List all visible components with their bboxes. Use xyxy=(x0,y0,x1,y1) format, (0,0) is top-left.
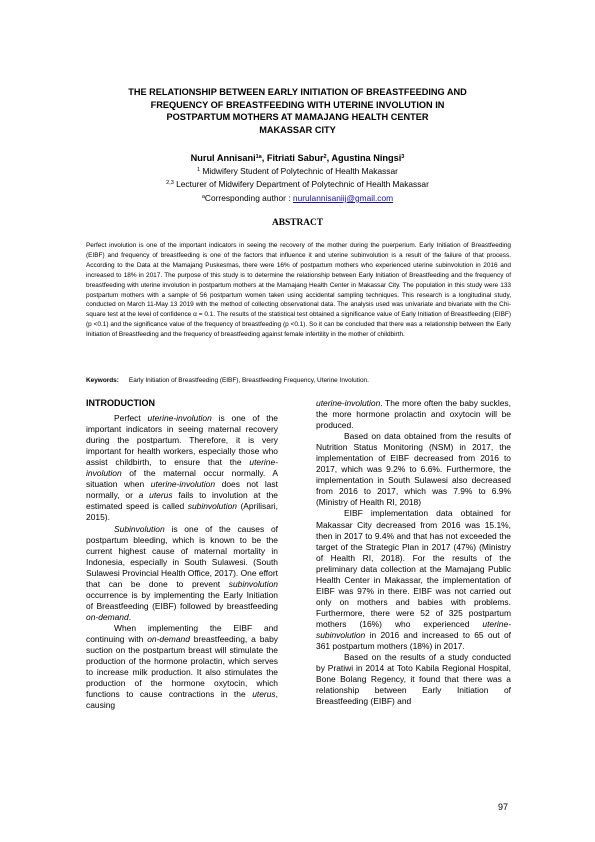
keywords-line xyxy=(86,376,511,386)
author-sup: 1a xyxy=(255,154,262,160)
affiliation-text: Midwifery Student of Polytechnic of Health Makassar xyxy=(202,166,398,176)
title-line: MAKASSAR CITY xyxy=(259,124,336,135)
title-line: POSTPARTUM MOTHERS AT MAMAJANG HEALTH CENTER xyxy=(166,112,429,123)
text-run: , causing xyxy=(86,689,278,711)
text-run: is one of the important indicators in seeing maternal recovery during the postpartum. Therefore, it is very important for health workers, especially those who assist childbirth, to ensure that the xyxy=(86,413,278,468)
italic-run: subinvolution xyxy=(228,578,278,589)
text-run: EIBF implementation data obtained for Makassar City decreased from 2016 was 15.1%, then in 2017 to 9.4% and that has not exceeded the target of the Strategic Plan in 2017 (47%) (Ministry of Health RI, 2018). For the results of the preliminary data collection at the Mamajang Public Health Center in Makassar, the implementation of EIBF was 97% in there. EIBF was not carried out only on mothers and babies with problems. Furthermore, there were 52 of 325 postpartum mothers (16%) who experienced xyxy=(316,508,511,629)
author-name: , Fitriati Sabur xyxy=(261,153,324,163)
italic-run: Subinvolution xyxy=(114,523,165,534)
text-run: . xyxy=(128,611,132,622)
introduction-heading: INTRODUCTION xyxy=(86,398,155,408)
paragraph xyxy=(86,413,278,523)
abstract-heading: ABSTRACT xyxy=(271,218,324,228)
author-name: Nurul Annisani xyxy=(190,153,256,163)
affiliation-sup: 1 xyxy=(197,167,201,173)
text-run: of the maternal occur normally. A situation when xyxy=(86,468,278,490)
author-name: , Agustina Ningsi xyxy=(326,153,402,163)
text-run: fails to involution at the estimated speed is called xyxy=(86,490,278,512)
page-number: 97 xyxy=(498,802,509,812)
author-list xyxy=(100,151,495,164)
italic-run: a uterus xyxy=(138,490,173,501)
title-line: FREQUENCY OF BREASTFEEDING WITH UTERINE INVOLUTION IN xyxy=(150,99,445,110)
author-sup: 3 xyxy=(401,154,405,160)
right-column xyxy=(316,398,511,707)
text-run: Perfect xyxy=(114,413,148,424)
text-run: (Aprilisari, 2015). xyxy=(86,501,278,523)
paragraph: Based on data obtained from the results of Nutrition Status Monitoring (NSM) in 2017, the implementation of EIBF decreased from 2016 to 2017, which was 9.2% to 6.6%. Furthermore, the implementation in South Sulawesi also decreased from 2016 to 2017, which was 7.9% to 6.9% (Ministry of Health RI, 2018) xyxy=(316,431,511,508)
text-run: breastfeeding, a baby suction on the postpartum breast will stimulate the production of the hormone prolactin, which serves to increase milk production. It also stimulates the production of the hormone oxytocin, which functions to cause contractions in the xyxy=(86,633,278,700)
italic-run: uterine-involution xyxy=(150,479,216,490)
paragraph xyxy=(86,623,278,711)
italic-run: on-demand xyxy=(86,611,129,622)
text-run: When implementing the EIBF and continuing with xyxy=(86,622,278,644)
affiliation-sup: 2,3 xyxy=(166,180,174,186)
title-line: THE RELATIONSHIP BETWEEN EARLY INITIATION OF BREASTFEEDING AND xyxy=(128,87,467,97)
left-column xyxy=(86,398,278,711)
affiliation-text: Lecturer of Midwifery Department of Polytechnic of Health Makassar xyxy=(176,179,429,189)
paper-title xyxy=(100,86,495,136)
italic-run: subinvolution xyxy=(187,501,237,512)
paragraph xyxy=(316,508,511,652)
keywords-label: Keywords: xyxy=(86,377,119,384)
text-run: . The more often the baby suckles, the more hormone prolactin and oxytocin will be produced. xyxy=(316,398,511,431)
email-link[interactable]: nurulannisaniij@gmail.com xyxy=(292,193,394,203)
corr-label: Corresponding author : xyxy=(204,193,293,203)
italic-run: uterine-involution xyxy=(316,398,381,408)
text-run: in 2016 and increased to 65 out of 361 postpartum mothers (18%) in 2017. xyxy=(316,629,511,652)
affiliation-1 xyxy=(100,165,495,177)
paragraph xyxy=(86,524,278,623)
text-run: occurrence is by implementing the Early Initiation of Breastfeeding (EIBF) followed by breastfeeding xyxy=(86,589,278,611)
abstract-body: Perfect involution is one of the important indicators in seeing the recovery of the mother during the puerperium. Early Initiation of Breastfeeding (EIBF) and frequency of breastfeeding is one of the factors that influence it and uterine subinvolution is a result of the failure of that process. According to the Data at the Mamajang Puskesmas, there were 16% of postpartum mothers who experienced uterine subinvolution in 2016 and increased to 18% in 2017. The purpose of this study is to determine the relationship between Early Initiation of Breastfeeding and the frequency of breastfeeding with uterine involution in postpartum mothers at the Mamajang Health Center in Makassar City. The population in this study were 133 postpartum mothers with a sample of 56 postpartum women taken using accidental sampling techniques. This research is a longitudinal study, conducted on March 11-May 13 2019 with the method of collecting observational data. The analysis used was univariate and bivariate with the Chi-square test at the level of confidence α = 0.1. The results of the statistical test obtained a significance value of Early Initiation of Breastfeeding (EIBF) (p <0.1) and the significance value of the frequency of breastfeeding (p <0.1). So it can be concluded that there was a relationship between the Early Initiation of Breastfeeding and the frequency of breastfeeding against female infertility in the mother of childbirth. xyxy=(86,242,511,339)
affiliation-2 xyxy=(100,178,495,190)
paragraph: Based on the results of a study conducted by Pratiwi in 2014 at Toto Kabila Regional Hospital, Bone Bolang Regency, it found that there was a relationship between Early Initiation of Breastfeeding (EIBF) and xyxy=(316,652,511,707)
author-sup: 2 xyxy=(323,154,327,160)
italic-run: on-demand xyxy=(147,633,190,644)
keywords-text: Early Initiation of Breastfeeding (EIBF), Breastfeeding Frequency, Uterine Involution. xyxy=(128,377,369,384)
italic-run: uterus xyxy=(252,689,276,700)
italic-run: uterine-involution xyxy=(147,413,212,424)
corresponding-author xyxy=(100,192,495,204)
paragraph xyxy=(316,398,511,431)
text-run: is one of the causes of postpartum bleeding, which is known to be the current highest cause of maternal mortality in Indonesia, especially in South Sulawesi. (South Sulawesi Provincial Health Office, 2017). One effort that can be done to prevent xyxy=(86,523,278,589)
italic-run: uterine-subinvolution xyxy=(316,618,511,640)
corr-sup: a xyxy=(201,194,205,200)
italic-run: uterine-involution xyxy=(86,457,278,479)
text-run: does not last normally, or xyxy=(86,479,278,501)
